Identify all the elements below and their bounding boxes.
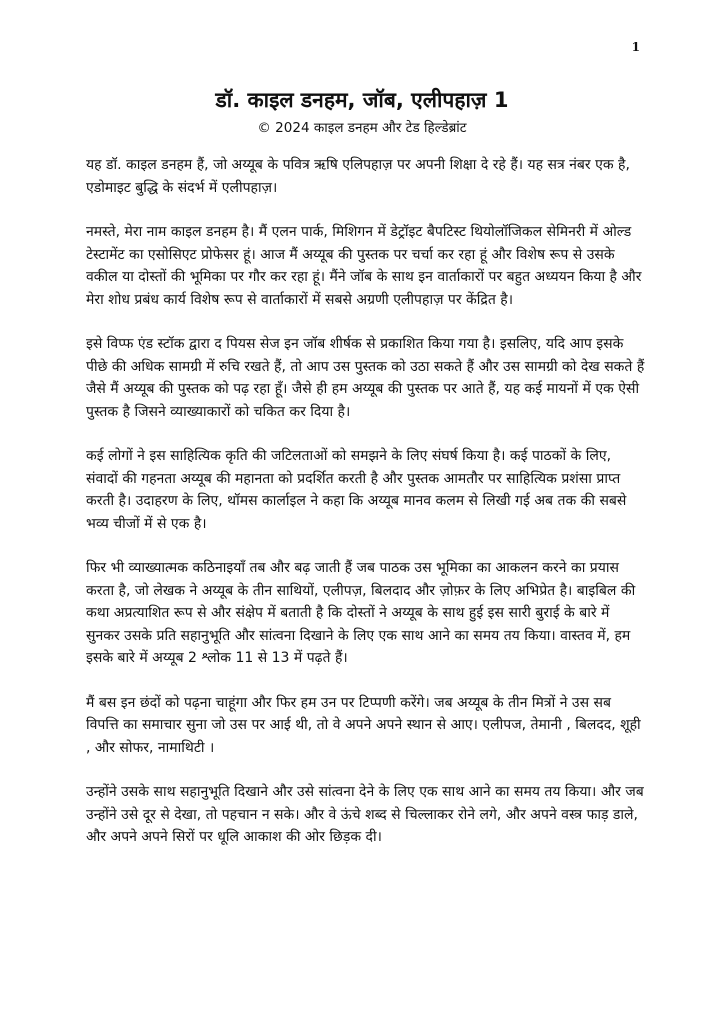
paragraph-publication: इसे विप्फ एंड स्टॉक द्वारा द पियस सेज इन जॉब शीर्षक से प्रकाशित किया गया है। इसलिए, यदि आप इसके पीछे की अधिक सामग्री में रुचि रखते हैं, तो आप उस पुस्तक को उठा सकते हैं और उस सामग्री को देख सकते हैं जैसे मैं अय्यूब की पुस्तक को पढ़ रहा हूँ। जैसे ही हम अय्यूब की पुस्तक पर आते हैं, यह कई मायनों में एक ऐसी पुस्तक है जिसने व्याख्याकारों को चकित कर दिया है। (86, 336, 645, 420)
document-title: डॉ. काइल डनहम, जॉब, एलीपहाज़ 1 (215, 88, 509, 112)
paragraph-verse-continued: उन्होंने उसके साथ सहानुभूति दिखाने और उसे सांत्वना देने के लिए एक साथ आने का समय तय किया। और जब उन्होंने उसे दूर से देखा, तो पहचान न सके। और वे ऊंचे शब्द से चिल्लाकर रोने लगे, और अपने वस्त्र फाड़ डाले, और अपने अपने सिरों पर धूलि आकाश की ओर छिड़क दी। (86, 784, 644, 845)
paragraph-literary-complexity: कई लोगों ने इस साहित्यिक कृति की जटिलताओं को समझने के लिए संघर्ष किया है। कई पाठकों के लिए, संवादों की गहनता अय्यूब की महानता को प्रदर्शित करती है और पुस्तक आमतौर पर साहित्यिक प्रशंसा प्राप्त करती है। उदाहरण के लिए, थॉमस कार्लाइल ने कहा कि अय्यूब मानव कलम से लिखी गई अब तक की सबसे भव्य चीजों में से एक है। (86, 448, 627, 532)
body-text (86, 154, 646, 871)
paragraph-interpretive-difficulty: फिर भी व्याख्यात्मक कठिनाइयाँ तब और बढ़ जाती हैं जब पाठक उस भूमिका का आकलन करने का प्रयास करता है, जो लेखक ने अय्यूब के तीन साथियों, एलीपज़, बिलदाद और ज़ोफ़र के लिए अभिप्रेत है। बाइबिल की कथा अप्रत्याशित रूप से और संक्षेप में बताती है कि दोस्तों ने अय्यूब के साथ हुई इस सारी बुराई के बारे में सुनकर उसके प्रति सहानुभूति और सांत्वना दिखाने के लिए एक साथ आने का समय तय किया। वास्तव में, हम इसके बारे में अय्यूब 2 श्लोक 11 से 13 में पढ़ते हैं। (86, 560, 636, 666)
paragraph-verse-reading: मैं बस इन छंदों को पढ़ना चाहूंगा और फिर हम उन पर टिप्पणी करेंगे। जब अय्यूब के तीन मित्रों ने उस सब विपत्ति का समाचार सुना जो उस पर आई थी, तो वे अपने अपने स्थान से आए। एलीपज, तेमानी , बिलदद, शूही , और सोफर, नामाथिटी । (86, 694, 641, 756)
copyright-line: © 2024 काइल डनहम और टेड हिल्डेब्रांट (257, 120, 467, 136)
paragraph-greeting: नमस्ते, मेरा नाम काइल डनहम है। मैं एलन पार्क, मिशिगन में डेट्रॉइट बैपटिस्ट थियोलॉजिकल सेमिनरी में ओल्ड टेस्टामेंट का एसोसिएट प्रोफेसर हूं। आज मैं अय्यूब की पुस्तक पर चर्चा कर रहा हूं और विशेष रूप से उसके वकील या दोस्तों की भूमिका पर गौर कर रहा हूं। मैंने जॉब के साथ इन वार्ताकारों पर बहुत अध्ययन किया है और मेरा शोध प्रबंध कार्य विशेष रूप से वार्ताकारों में सबसे अग्रणी एलीपहाज़ पर केंद्रित है। (86, 224, 642, 308)
paragraph-intro: यह डॉ. काइल डनहम हैं, जो अय्यूब के पवित्र ऋषि एलिपहाज़ पर अपनी शिक्षा दे रहे हैं। यह सत्र नंबर एक है, एडोमाइट बुद्धि के संदर्भ में एलीपहाज़। (86, 157, 630, 196)
page-number: 1 (631, 40, 640, 54)
